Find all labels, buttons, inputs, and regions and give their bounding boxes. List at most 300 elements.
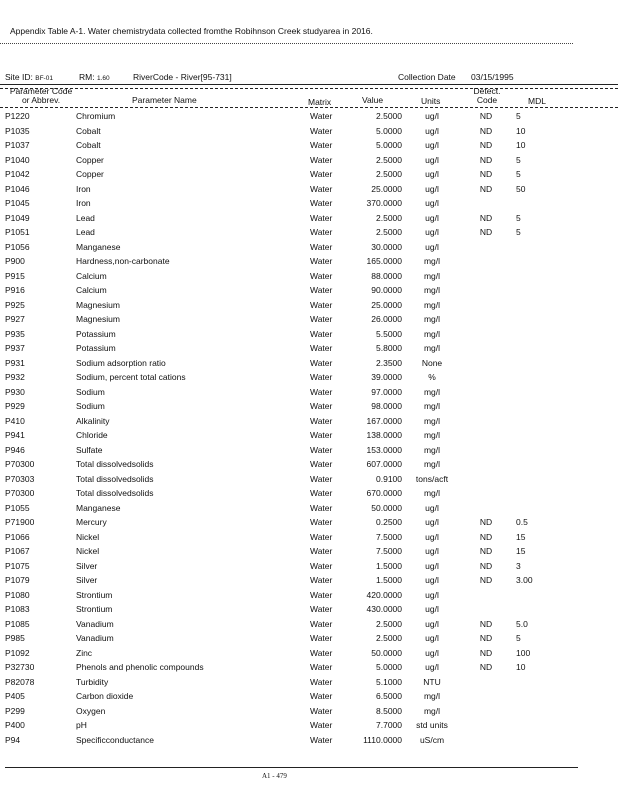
header-detect-line2: Code [476,95,498,105]
param-code-cell: P71900 [5,517,35,527]
table-row [0,341,618,356]
table-row [0,588,618,603]
mdl-cell: 10 [516,140,526,150]
param-code-cell: P1056 [5,241,30,252]
param-code-cell: P915 [5,270,25,281]
matrix-cell: Water [310,241,333,252]
param-name-cell: Strontium [76,604,113,614]
site-id-label: Site ID: [5,72,33,82]
param-code-cell: P70303 [5,473,35,484]
matrix-cell: Water [310,328,333,339]
param-name-cell: Carbon dioxide [76,691,134,701]
value-cell: 50.0000 [371,502,402,513]
units-cell: mg/l [423,299,441,310]
units-cell: ug/l [425,227,439,237]
matrix-cell: Water [310,198,333,208]
table-row [0,457,618,472]
matrix-cell: Water [310,401,333,411]
param-code-cell: P935 [5,328,25,339]
matrix-cell: Water [310,604,333,614]
units-cell: NTU [423,676,441,687]
value-cell: 2.3500 [376,357,402,368]
units-cell: ug/l [425,212,439,223]
units-cell: mg/l [423,401,441,411]
table-row [0,138,618,153]
param-code-cell: P946 [5,444,25,455]
table-row [0,733,618,748]
detect-code-cell: ND [479,662,493,672]
matrix-cell: Water [310,154,333,165]
units-cell: ug/l [425,111,439,121]
param-code-cell: P1042 [5,169,30,179]
param-code-cell: P94 [5,734,21,745]
page-number: A1 - 479 [262,772,287,780]
param-name-cell: Chromium [76,111,116,121]
value-cell: 165.0000 [366,256,402,266]
value-cell: 153.0000 [366,444,402,455]
units-cell: ug/l [425,662,439,672]
param-name-cell: Copper [76,154,104,165]
value-cell: 2.5000 [376,227,402,237]
value-cell: 7.5000 [376,546,402,556]
matrix-cell: Water [310,343,333,353]
detect-code-cell: ND [479,169,493,179]
table-row [0,312,618,327]
param-name-cell: Mercury [76,517,107,527]
value-cell: 2.5000 [376,618,402,629]
param-code-cell: P32730 [5,662,35,672]
matrix-cell: Water [310,372,333,382]
table-row [0,167,618,182]
mdl-cell: 5 [516,212,521,223]
table-row [0,283,618,298]
table-title: Appendix Table A-1. Water chemistrydata collected fromthe Robihnson Creek studyarea in 2016. [10,26,373,36]
units-cell: mg/l [423,314,441,324]
table-row [0,182,618,197]
table-row [0,718,618,733]
matrix-cell: Water [310,488,333,498]
param-code-cell: P1092 [5,647,30,658]
header-parameter-code [5,87,77,105]
detect-code-cell: ND [479,546,493,556]
mdl-cell: 5 [516,169,521,179]
value-cell: 370.0000 [366,198,402,208]
mdl-cell: 5 [516,154,521,165]
param-name-cell: Manganese [76,241,121,252]
matrix-cell: Water [310,111,333,121]
param-code-cell: P410 [5,415,25,426]
units-cell: ug/l [425,517,439,527]
river-mile [79,72,110,82]
river-mile-label: RM: [79,72,95,82]
matrix-cell: Water [310,270,333,281]
matrix-cell: Water [310,618,333,629]
matrix-cell: Water [310,169,333,179]
units-cell: mg/l [423,285,441,295]
table-row [0,631,618,646]
table-row [0,472,618,487]
mdl-cell: 0.5 [516,517,528,527]
value-cell: 97.0000 [371,386,402,397]
mdl-cell: 5.0 [516,618,528,629]
table-row [0,602,618,617]
units-cell: mg/l [423,328,441,339]
header-parameter-code-line1: Parameter Code [9,86,73,96]
units-cell: mg/l [423,459,441,469]
table-row [0,269,618,284]
value-cell: 5.0000 [376,125,402,136]
matrix-cell: Water [310,662,333,672]
units-cell: ug/l [425,575,439,585]
value-cell: 7.5000 [376,531,402,542]
units-cell: ug/l [425,618,439,629]
param-code-cell: P400 [5,720,25,730]
value-cell: 50.0000 [371,647,402,658]
param-code-cell: P1037 [5,140,30,150]
units-cell: mg/l [423,270,441,281]
param-name-cell: Magnesium [76,299,120,310]
units-cell: ug/l [425,633,439,643]
param-name-cell: Potassium [76,328,116,339]
table-row [0,414,618,429]
header-top-dash-rule [0,88,618,89]
param-name-cell: Oxygen [76,705,106,716]
matrix-cell: Water [310,517,333,527]
table-row [0,675,618,690]
table-row [0,660,618,675]
units-cell: ug/l [425,502,439,513]
data-table-body [0,109,618,747]
param-name-cell: Phenols and phenolic compounds [76,662,204,672]
detect-code-cell: ND [479,183,493,194]
param-name-cell: Total dissolvedsolids [76,473,154,484]
table-row [0,356,618,371]
table-row [0,486,618,501]
value-cell: 25.0000 [371,299,402,310]
matrix-cell: Water [310,691,333,701]
units-cell: ug/l [425,183,439,194]
param-name-cell: Vanadium [76,618,114,629]
value-cell: 30.0000 [371,241,402,252]
param-name-cell: Sulfate [76,444,103,455]
mdl-cell: 50 [516,183,526,194]
matrix-cell: Water [310,589,333,600]
units-cell: ug/l [425,560,439,571]
table-row [0,646,618,661]
mdl-cell: 10 [516,125,526,136]
value-cell: 2.5000 [376,212,402,223]
mdl-cell: 3.00 [516,575,533,585]
detect-code-cell: ND [479,531,493,542]
header-mdl: MDL [528,96,546,106]
table-row [0,704,618,719]
param-code-cell: P1049 [5,212,30,223]
param-code-cell: P1045 [5,198,30,208]
units-cell: % [428,372,436,382]
param-name-cell: Sodium, percent total cations [76,372,186,382]
river-code: RiverCode - River[95-731] [133,72,232,82]
table-row [0,399,618,414]
matrix-cell: Water [310,125,333,136]
table-row [0,385,618,400]
matrix-cell: Water [310,415,333,426]
detect-code-cell: ND [479,560,493,571]
table-row [0,573,618,588]
detect-code-cell: ND [479,125,493,136]
value-cell: 2.5000 [376,633,402,643]
detect-code-cell: ND [479,154,493,165]
param-name-cell: Silver [76,560,98,571]
value-cell: 430.0000 [366,604,402,614]
param-name-cell: Sodium adsorption ratio [76,357,166,368]
units-cell: mg/l [423,488,441,498]
value-cell: 2.5000 [376,111,402,121]
value-cell: 8.5000 [376,705,402,716]
param-code-cell: P929 [5,401,25,411]
matrix-cell: Water [310,531,333,542]
param-name-cell: Zinc [76,647,93,658]
table-row [0,225,618,240]
value-cell: 1.5000 [376,575,402,585]
table-row [0,530,618,545]
mdl-cell: 5 [516,111,521,121]
value-cell: 39.0000 [371,372,402,382]
table-row [0,196,618,211]
units-cell: ug/l [425,589,439,600]
units-cell: ug/l [425,546,439,556]
value-cell: 1.5000 [376,560,402,571]
mdl-cell: 100 [516,647,531,658]
value-cell: 5.0000 [376,140,402,150]
value-cell: 2.5000 [376,169,402,179]
matrix-cell: Water [310,720,333,730]
matrix-cell: Water [310,502,333,513]
table-row [0,254,618,269]
param-name-cell: Sodium [76,386,105,397]
param-code-cell: P82078 [5,676,35,687]
value-cell: 2.5000 [376,154,402,165]
units-cell: ug/l [425,241,439,252]
value-cell: 138.0000 [366,430,402,440]
param-name-cell: Vanadium [76,633,114,643]
table-row [0,211,618,226]
mdl-cell: 3 [516,560,521,571]
units-cell: ug/l [425,531,439,542]
value-cell: 5.8000 [376,343,402,353]
param-name-cell: Magnesium [76,314,120,324]
param-code-cell: P1075 [5,560,30,571]
matrix-cell: Water [310,227,333,237]
value-cell: 7.7000 [376,720,402,730]
matrix-cell: Water [310,473,333,484]
header-matrix: Matrix [308,97,332,107]
matrix-cell: Water [310,183,333,194]
value-cell: 6.5000 [376,691,402,701]
value-cell: 90.0000 [371,285,402,295]
param-code-cell: P1080 [5,589,30,600]
units-cell: mg/l [423,343,441,353]
param-name-cell: Sodium [76,401,105,411]
param-code-cell: P70300 [5,488,35,498]
detect-code-cell: ND [479,111,493,121]
header-parameter-name: Parameter Name [132,95,197,105]
param-code-cell: P927 [5,314,25,324]
value-cell: 5.0000 [376,662,402,672]
matrix-cell: Water [310,314,333,324]
value-cell: 25.0000 [371,183,402,194]
table-row [0,544,618,559]
matrix-cell: Water [310,546,333,556]
collection-date-value: 03/15/1995 [471,72,514,82]
param-name-cell: Potassium [76,343,116,353]
table-row [0,617,618,632]
value-cell: 0.2500 [376,517,402,527]
param-name-cell: Manganese [76,502,121,513]
matrix-cell: Water [310,386,333,397]
param-name-cell: Nickel [76,531,100,542]
param-name-cell: Iron [76,198,91,208]
param-name-cell: Calcium [76,285,107,295]
mdl-cell: 15 [516,531,526,542]
param-name-cell: Chloride [76,430,108,440]
table-row [0,515,618,530]
site-id-value: BF-01 [35,75,53,82]
matrix-cell: Water [310,285,333,295]
table-row [0,109,618,124]
header-units: Units [421,96,441,106]
param-code-cell: P70300 [5,459,35,469]
matrix-cell: Water [310,459,333,469]
param-code-cell: P1085 [5,618,30,629]
param-code-cell: P985 [5,633,25,643]
title-divider [0,43,573,44]
param-code-cell: P1220 [5,111,30,121]
matrix-cell: Water [310,647,333,658]
param-code-cell: P931 [5,357,25,368]
param-code-cell: P1055 [5,502,30,513]
param-name-cell: Cobalt [76,125,101,136]
header-value: Value [362,95,384,105]
param-name-cell: Alkalinity [76,415,110,426]
matrix-cell: Water [310,140,333,150]
matrix-cell: Water [310,357,333,368]
detect-code-cell: ND [479,575,493,585]
param-name-cell: pH [76,720,87,730]
param-name-cell: Iron [76,183,91,194]
value-cell: 26.0000 [371,314,402,324]
matrix-cell: Water [310,299,333,310]
value-cell: 670.0000 [366,488,402,498]
header-detect-code [472,87,502,105]
mdl-cell: 15 [516,546,526,556]
units-cell: mg/l [423,691,441,701]
param-name-cell: Lead [76,227,95,237]
units-cell: uS/cm [419,734,445,745]
units-cell: ug/l [425,604,439,614]
units-cell: mg/l [423,386,441,397]
detect-code-cell: ND [479,140,493,150]
detect-code-cell: ND [479,227,493,237]
param-code-cell: P1067 [5,546,30,556]
footer-rule [5,767,578,768]
mdl-cell: 5 [516,633,521,643]
units-cell: ug/l [425,125,439,136]
param-code-cell: P1040 [5,154,30,165]
value-cell: 0.9100 [376,473,402,484]
units-cell: mg/l [423,430,441,440]
param-name-cell: Hardness,non-carbonate [76,256,170,266]
value-cell: 420.0000 [366,589,402,600]
param-name-cell: Lead [76,212,95,223]
detect-code-cell: ND [479,212,493,223]
detect-code-cell: ND [479,647,493,658]
value-cell: 1110.0000 [363,734,402,745]
units-cell: ug/l [425,198,439,208]
matrix-cell: Water [310,430,333,440]
param-code-cell: P900 [5,256,25,266]
param-code-cell: P1066 [5,531,30,542]
param-code-cell: P1051 [5,227,30,237]
param-name-cell: Calcium [76,270,107,281]
header-parameter-code-line2: or Abbrev. [21,95,61,105]
units-cell: ug/l [425,647,439,658]
matrix-cell: Water [310,256,333,266]
mdl-cell: 5 [516,227,521,237]
param-code-cell: P1083 [5,604,30,614]
table-row [0,240,618,255]
param-name-cell: Strontium [76,589,113,600]
matrix-cell: Water [310,705,333,716]
table-row [0,124,618,139]
value-cell: 88.0000 [371,270,402,281]
detect-code-cell: ND [479,633,493,643]
table-row [0,443,618,458]
param-name-cell: Cobalt [76,140,101,150]
param-name-cell: Specificconductance [76,734,154,745]
units-cell: ug/l [425,140,439,150]
table-row [0,298,618,313]
header-detect-line1: Detect. [473,86,501,96]
units-cell: ug/l [425,169,439,179]
param-code-cell: P1046 [5,183,30,194]
table-row [0,327,618,342]
detect-code-cell: ND [479,618,493,629]
value-cell: 167.0000 [366,415,402,426]
value-cell: 98.0000 [371,401,402,411]
param-code-cell: P1035 [5,125,30,136]
param-code-cell: P916 [5,285,25,295]
value-cell: 607.0000 [366,459,402,469]
param-code-cell: P932 [5,372,25,382]
matrix-cell: Water [310,212,333,223]
param-name-cell: Total dissolvedsolids [76,459,154,469]
site-id [5,72,53,82]
matrix-cell: Water [310,676,333,687]
river-mile-value: 1.60 [96,75,110,82]
header-bottom-dash-rule [0,107,618,108]
param-code-cell: P925 [5,299,25,310]
units-cell: None [421,357,443,368]
mdl-cell: 10 [516,662,526,672]
matrix-cell: Water [310,575,333,585]
table-row [0,428,618,443]
param-code-cell: P941 [5,430,25,440]
param-name-cell: Total dissolvedsolids [76,488,154,498]
table-row [0,559,618,574]
units-cell: tons/acft [415,473,449,484]
param-code-cell: P1079 [5,575,30,585]
param-name-cell: Silver [76,575,98,585]
